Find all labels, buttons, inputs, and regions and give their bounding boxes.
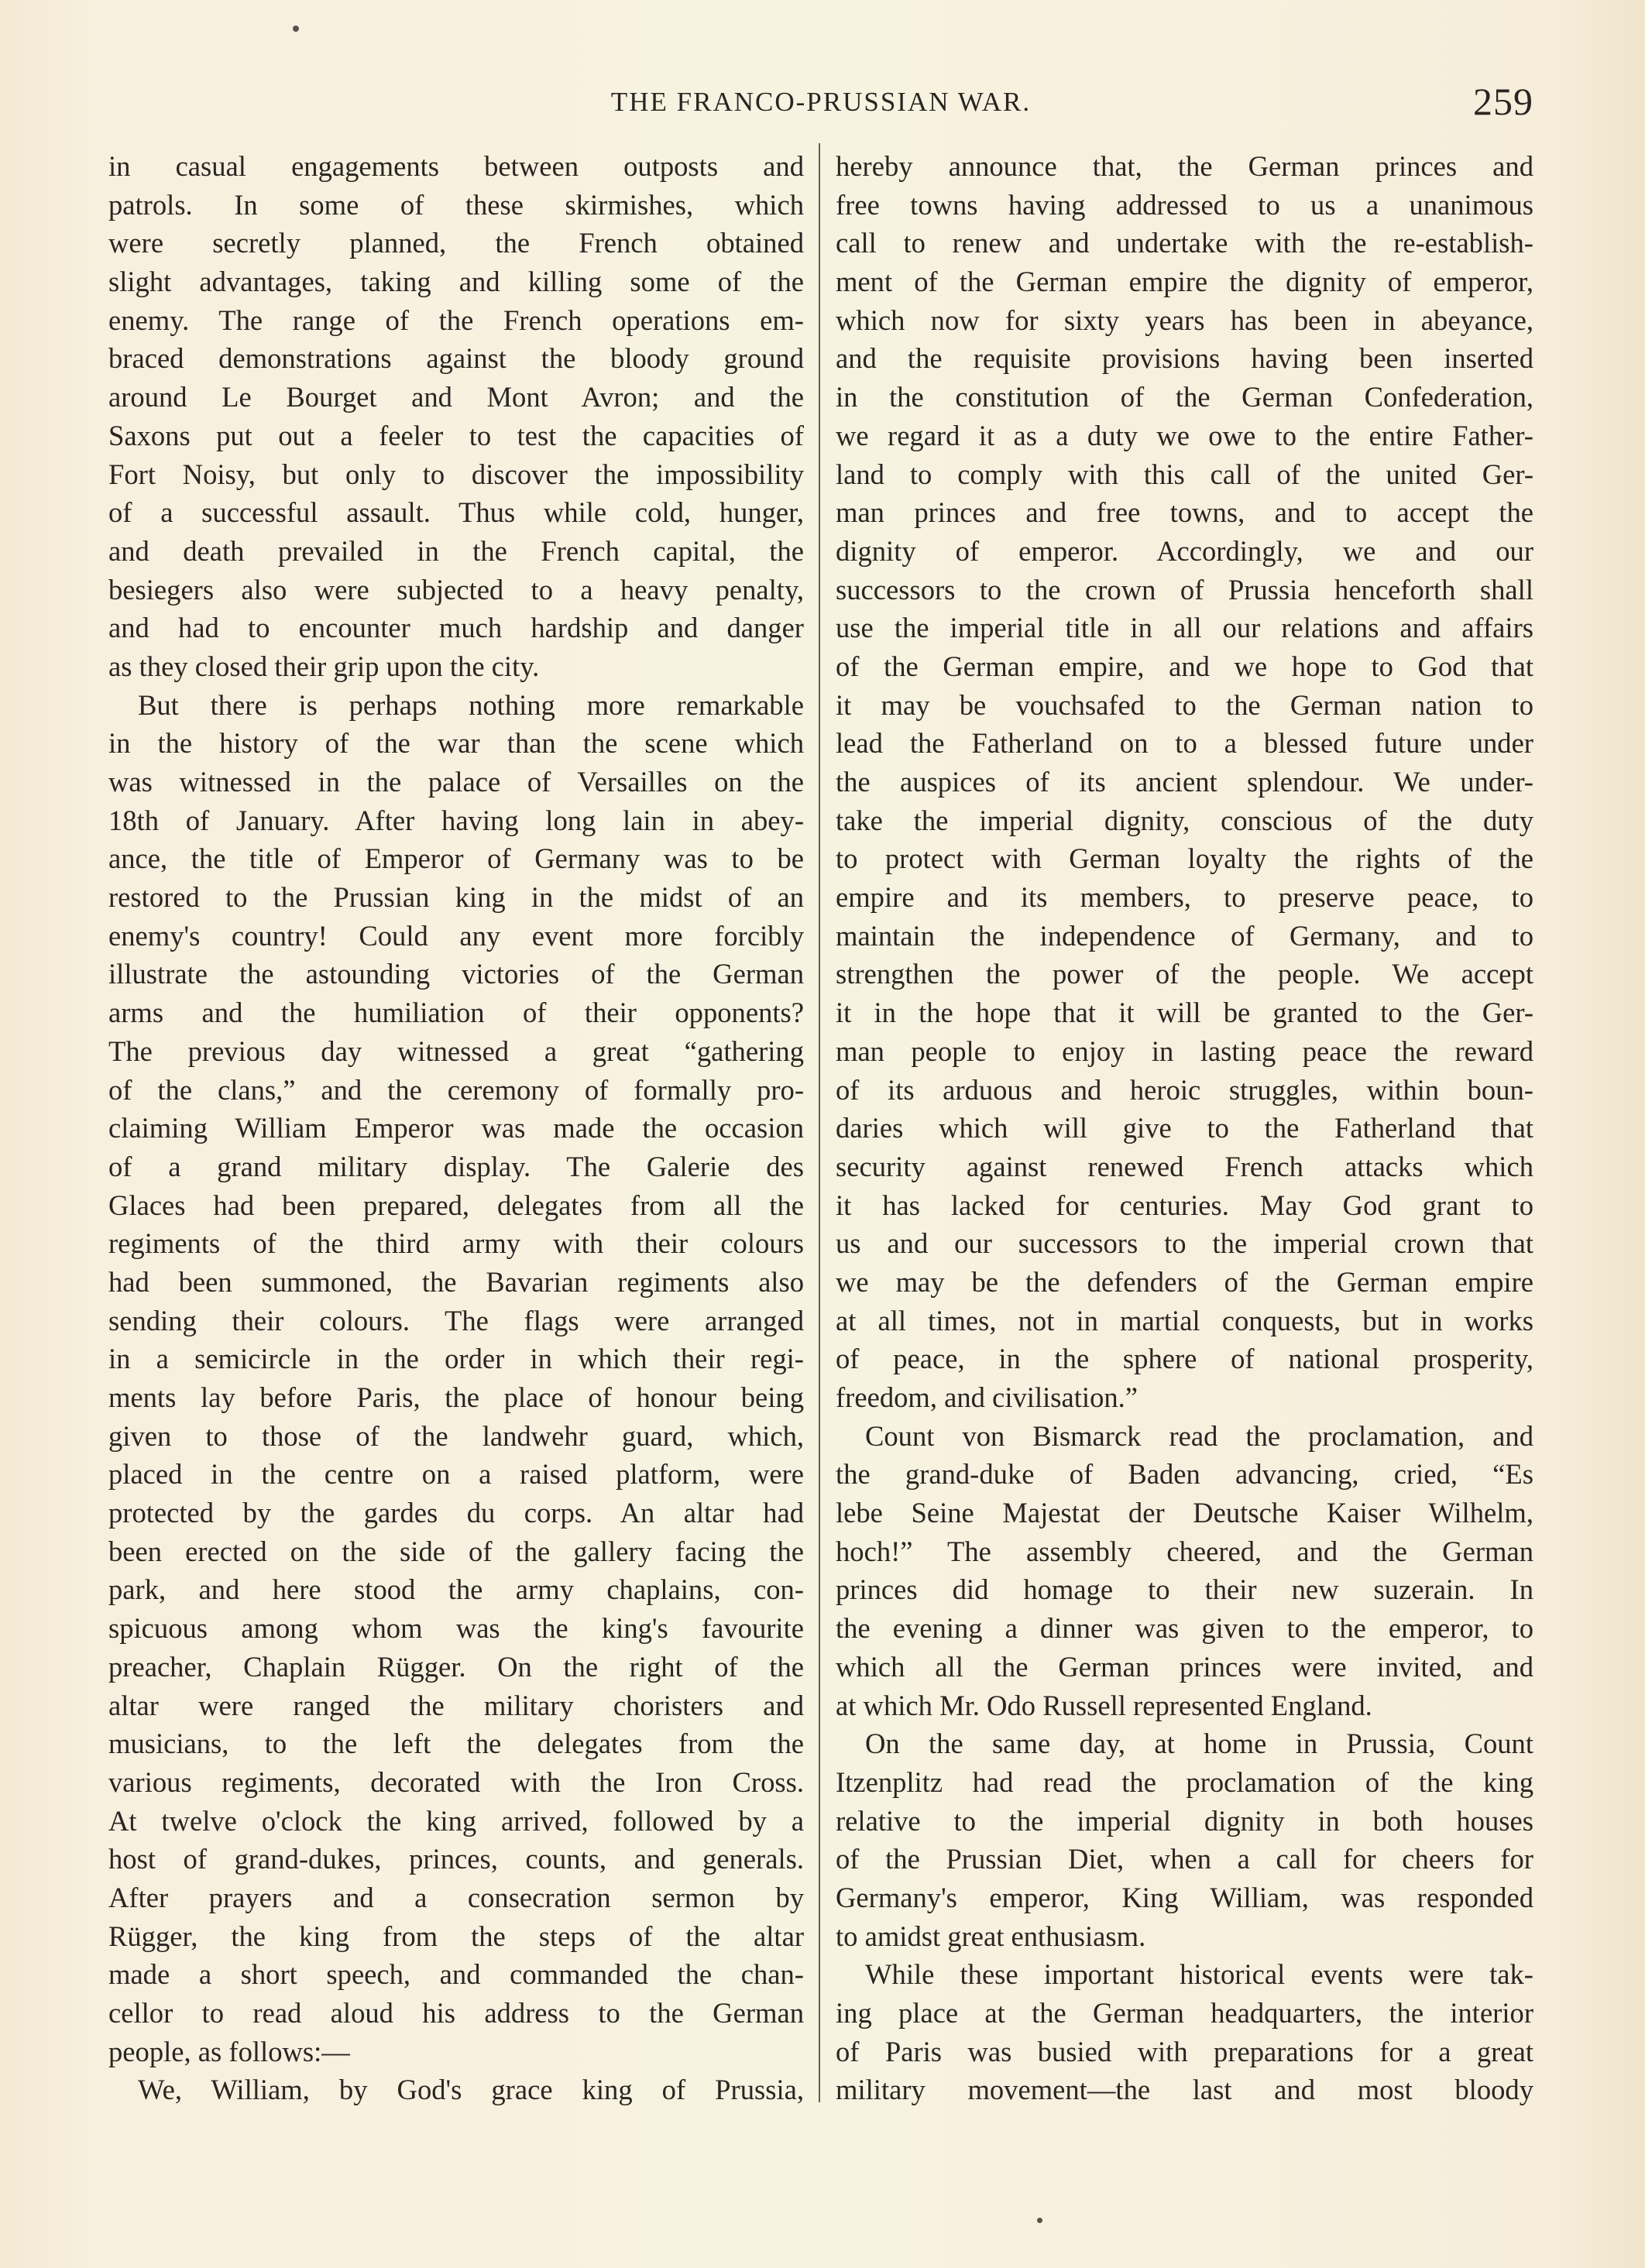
text-line: altar were ranged the military choristers and [108, 1689, 804, 1721]
text-line: was witnessed in the palace of Versailles on the [108, 766, 804, 798]
text-line: freedom, and civilisation.” [836, 1381, 1138, 1413]
text-line: relative to the imperial dignity in both houses [836, 1804, 1533, 1837]
text-line: At twelve o'clock the king arrived, followed by a [108, 1804, 804, 1837]
text-line: had been summoned, the Bavarian regiments also [108, 1265, 804, 1298]
text-line: preacher, Chaplain Rügger. On the right of the [108, 1650, 804, 1683]
text-line: Itzenplitz had read the proclamation of the king [836, 1765, 1533, 1798]
text-line: illustrate the astounding victories of the German [108, 958, 804, 990]
text-line: lebe Seine Majestat der Deutsche Kaiser Wilhelm, [836, 1497, 1533, 1529]
column-divider [819, 143, 820, 2102]
text-line: in a semicircle in the order in which their regi- [108, 1343, 804, 1375]
text-line: in the constitution of the German Confederation, [836, 381, 1533, 413]
text-line: at all times, not in martial conquests, but in works [836, 1304, 1533, 1336]
text-line: The previous day witnessed a great “gathering [108, 1034, 804, 1067]
text-line: successors to the crown of Prussia henceforth shall [836, 573, 1533, 606]
text-line: braced demonstrations against the bloody ground [108, 342, 804, 375]
text-line: made a short speech, and commanded the chan- [108, 1958, 804, 1991]
text-line: land to comply with this call of the united Ger- [836, 458, 1533, 490]
left-text-column [108, 147, 804, 2109]
text-line: the auspices of its ancient splendour. We under- [836, 766, 1533, 798]
text-line: of a successful assault. Thus while cold, hunger, [108, 496, 804, 529]
text-line: in the history of the war than the scene which [108, 727, 804, 760]
text-line: hereby announce that, the German princes and [836, 150, 1533, 182]
text-line: regiments of the third army with their colours [108, 1227, 804, 1260]
text-line: the evening a dinner was given to the emperor, to [836, 1612, 1533, 1645]
print-speck-top [293, 26, 299, 32]
text-line: and had to encounter much hardship and danger [108, 612, 804, 644]
text-line: of Paris was busied with preparations for a great [836, 2035, 1533, 2067]
text-line: of a grand military display. The Galerie des [108, 1150, 804, 1182]
text-line: placed in the centre on a raised platform, were [108, 1458, 804, 1491]
text-line: musicians, to the left the delegates from the [108, 1728, 804, 1760]
text-line: empire and its members, to preserve peace, to [836, 881, 1533, 914]
text-line: were secretly planned, the French obtained [108, 227, 804, 259]
text-line: we may be the defenders of the German empire [836, 1265, 1533, 1298]
text-line: of the Prussian Diet, when a call for cheers for [836, 1843, 1533, 1875]
page-number: 259 [1473, 80, 1533, 123]
text-line: it in the hope that it will be granted to the Ger- [836, 997, 1533, 1029]
text-line: maintain the independence of Germany, and to [836, 919, 1533, 952]
text-line: protected by the gardes du corps. An altar had [108, 1497, 804, 1529]
text-line: military movement—the last and most bloody [836, 2074, 1533, 2106]
page-header [108, 80, 1533, 130]
text-line: princes did homage to their new suzerain. In [836, 1573, 1533, 1606]
text-line: ing place at the German headquarters, the interior [836, 1997, 1533, 2029]
text-line: park, and here stood the army chaplains, con- [108, 1573, 804, 1606]
text-line: sending their colours. The flags were arranged [108, 1304, 804, 1336]
text-line: to protect with German loyalty the rights of the [836, 842, 1533, 875]
text-line: call to renew and undertake with the re-establish- [836, 227, 1533, 259]
text-line: take the imperial dignity, conscious of the duty [836, 804, 1533, 836]
text-line: We, William, by God's grace king of Prussia, [138, 2074, 804, 2106]
text-line: enemy. The range of the French operations em- [108, 304, 804, 336]
text-line: it may be vouchsafed to the German nation to [836, 688, 1533, 721]
text-line: various regiments, decorated with the Iron Cross. [108, 1765, 804, 1798]
text-line: host of grand-dukes, princes, counts, and generals. [108, 1843, 804, 1875]
text-line: of peace, in the sphere of national prosperity, [836, 1343, 1533, 1375]
text-line: ments lay before Paris, the place of honour being [108, 1381, 804, 1413]
text-line: in casual engagements between outposts and [108, 150, 804, 182]
right-text-column [836, 147, 1533, 2109]
text-line: enemy's country! Could any event more forcibly [108, 919, 804, 952]
text-line: Count von Bismarck read the proclamation, and [865, 1419, 1533, 1452]
text-line: at which Mr. Odo Russell represented England. [836, 1689, 1372, 1721]
text-line: spicuous among whom was the king's favourite [108, 1612, 804, 1645]
text-line: daries which will give to the Fatherland that [836, 1112, 1533, 1144]
text-line: dignity of emperor. Accordingly, we and our [836, 534, 1533, 567]
text-line: of the clans,” and the ceremony of formally pro- [108, 1073, 804, 1106]
text-line: strengthen the power of the people. We accept [836, 958, 1533, 990]
text-line: hoch!” The assembly cheered, and the German [836, 1535, 1533, 1567]
text-line: claiming William Emperor was made the occasion [108, 1112, 804, 1144]
text-line: restored to the Prussian king in the midst of an [108, 881, 804, 914]
text-line: security against renewed French attacks which [836, 1150, 1533, 1182]
text-line: ance, the title of Emperor of Germany was to be [108, 842, 804, 875]
text-line: and the requisite provisions having been inserted [836, 342, 1533, 375]
text-line: While these important historical events were tak- [865, 1958, 1533, 1991]
text-line: which now for sixty years has been in abeyance, [836, 304, 1533, 336]
text-line: Rügger, the king from the steps of the altar [108, 1920, 804, 1952]
text-line: we regard it as a duty we owe to the entire Father- [836, 419, 1533, 451]
text-line: around Le Bourget and Mont Avron; and the [108, 381, 804, 413]
text-line: to amidst great enthusiasm. [836, 1920, 1146, 1952]
text-line: it has lacked for centuries. May God grant to [836, 1189, 1533, 1221]
text-line: given to those of the landwehr guard, which, [108, 1419, 804, 1452]
running-title: THE FRANCO-PRUSSIAN WAR. [610, 87, 1032, 117]
text-line: patrols. In some of these skirmishes, which [108, 188, 804, 221]
text-line: us and our successors to the imperial crown that [836, 1227, 1533, 1260]
text-line: people, as follows:— [108, 2035, 350, 2067]
text-line: of the German empire, and we hope to God that [836, 650, 1533, 682]
text-line: Germany's emperor, King William, was responded [836, 1881, 1533, 1913]
text-line: slight advantages, taking and killing some of the [108, 266, 804, 298]
text-line: lead the Fatherland on to a blessed future under [836, 727, 1533, 760]
text-line: use the imperial title in all our relations and affairs [836, 612, 1533, 644]
text-line: free towns having addressed to us a unanimous [836, 188, 1533, 221]
text-line: Saxons put out a feeler to test the capacities of [108, 419, 804, 451]
text-line: man princes and free towns, and to accept the [836, 496, 1533, 529]
text-line: besiegers also were subjected to a heavy penalty, [108, 573, 804, 606]
text-line: been erected on the side of the gallery facing the [108, 1535, 804, 1567]
text-line: man people to enjoy in lasting peace the reward [836, 1034, 1533, 1067]
text-line: of its arduous and heroic struggles, within boun- [836, 1073, 1533, 1106]
text-line: ment of the German empire the dignity of emperor, [836, 266, 1533, 298]
text-line: cellor to read aloud his address to the German [108, 1997, 804, 2029]
text-line: the grand-duke of Baden advancing, cried, “Es [836, 1458, 1533, 1491]
text-line: and death prevailed in the French capital, the [108, 534, 804, 567]
text-line: 18th of January. After having long lain in abey- [108, 804, 804, 836]
text-line: as they closed their grip upon the city. [108, 650, 540, 682]
text-line: After prayers and a consecration sermon by [108, 1881, 804, 1913]
print-speck-bottom [1037, 2218, 1042, 2223]
text-line: arms and the humiliation of their opponents? [108, 997, 804, 1029]
text-line: which all the German princes were invited, and [836, 1650, 1533, 1683]
text-line: On the same day, at home in Prussia, Count [865, 1728, 1533, 1760]
text-line: But there is perhaps nothing more remarkable [138, 688, 804, 721]
text-line: Fort Noisy, but only to discover the impossibility [108, 458, 804, 490]
text-line: Glaces had been prepared, delegates from all the [108, 1189, 804, 1221]
